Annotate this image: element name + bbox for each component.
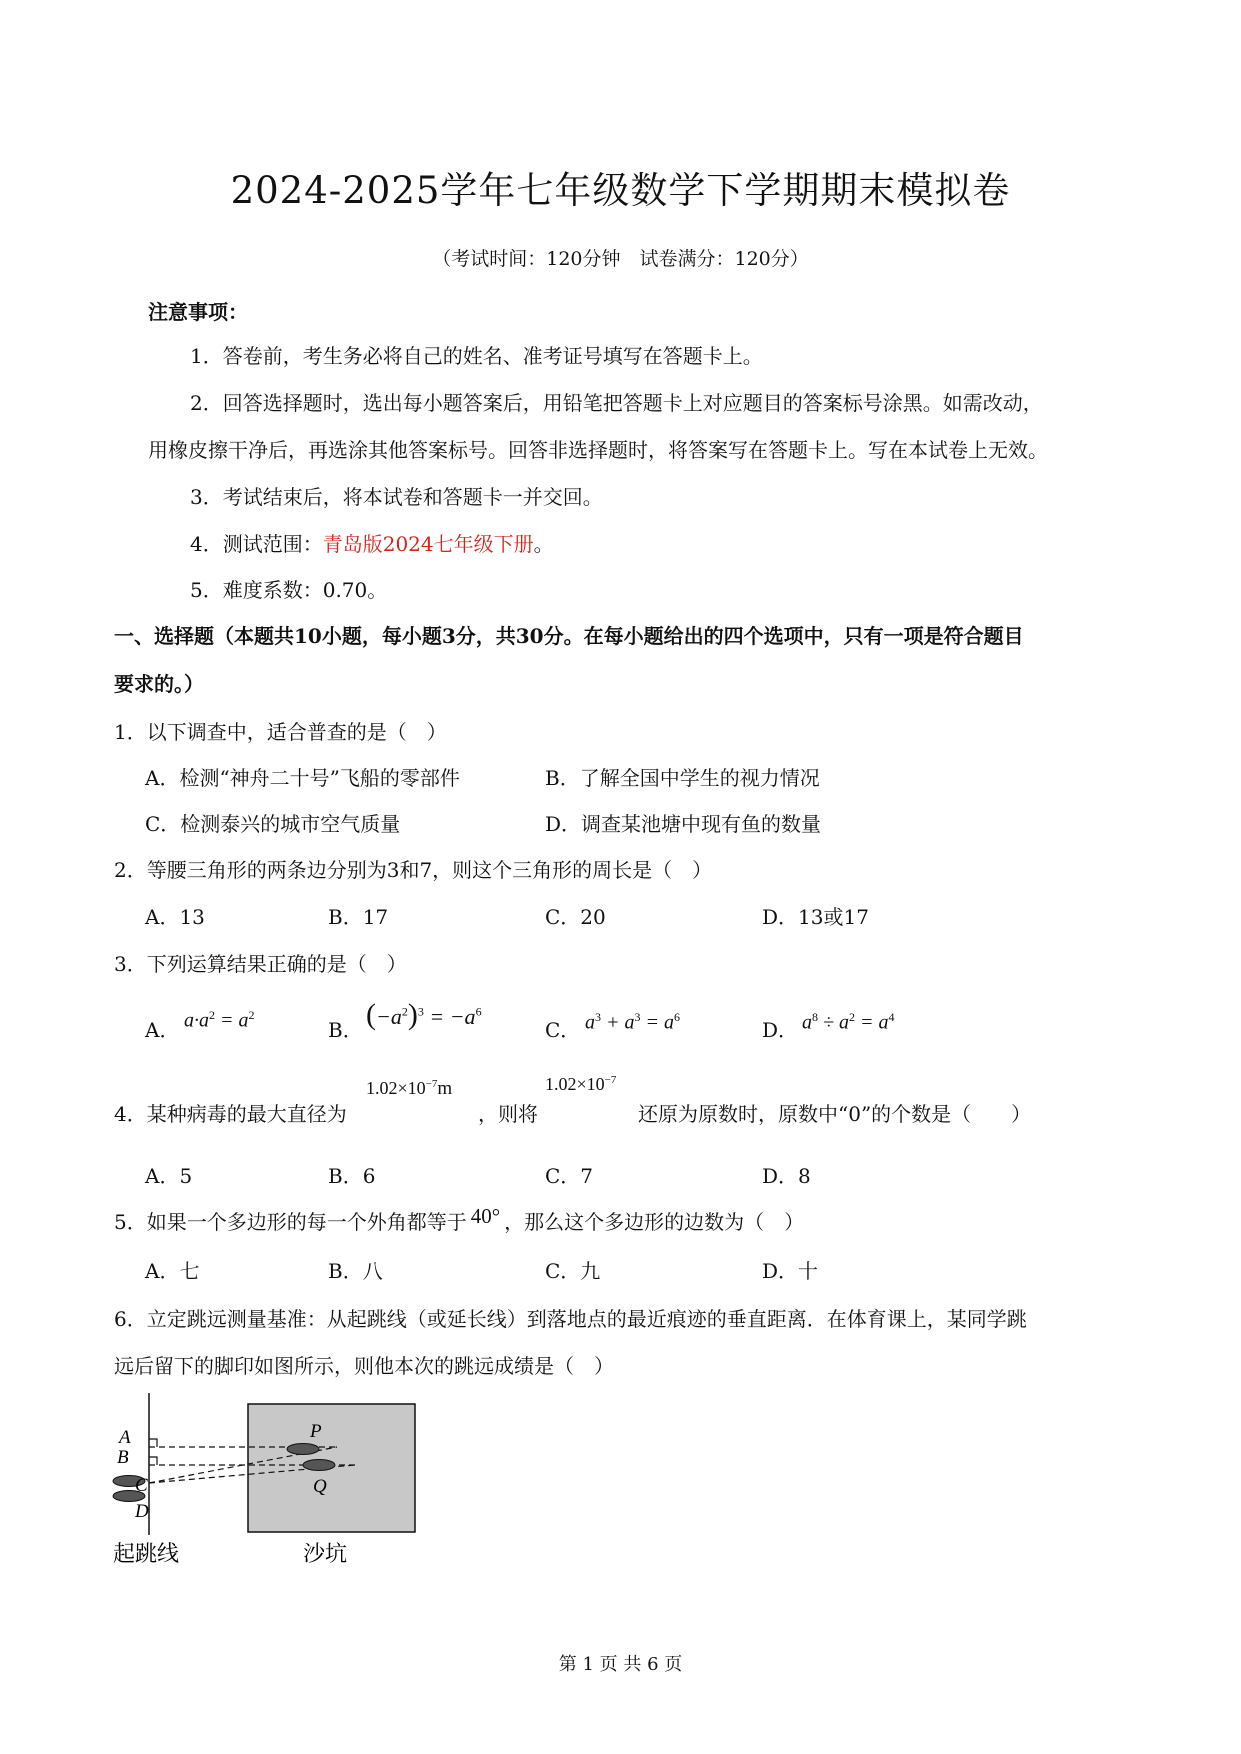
question-5: [114, 1206, 804, 1235]
q3-option-c-expression: $a^3 + a^3 = a^6$: [585, 1010, 680, 1034]
q3-option-d-expression: $a^8 \div a^2 = a^4$: [802, 1010, 895, 1034]
question-6: 6．立定跳远测量基准：从起跳线（或延长线）到落地点的最近痕迹的垂直距离．在体育课上，某同学跳: [114, 1307, 1027, 1331]
q4-scientific-notation-2: $1.02\times 10^{-7}$: [545, 1074, 617, 1094]
question-3: 3．下列运算结果正确的是（ ）: [114, 952, 407, 976]
q2-option-d: D．13或17: [762, 905, 869, 929]
q2-option-a: A．13: [145, 905, 205, 929]
q2-option-b: B．17: [328, 905, 389, 929]
q3-option-b-label: B．: [328, 1018, 363, 1042]
q5-option-b: B．八: [328, 1259, 383, 1283]
q4-option-d: D．8: [762, 1164, 811, 1188]
caption-take-off-line: 起跳线: [113, 1541, 180, 1566]
exam-info: （考试时间：120分钟 试卷满分：120分）: [432, 248, 809, 270]
footprint-landing-q: [303, 1460, 335, 1471]
question-4-part2: ，则将: [478, 1102, 538, 1126]
q1-option-c: C．检测泰兴的城市空气质量: [145, 812, 401, 836]
q1-option-b: B．了解全国中学生的视力情况: [545, 766, 820, 790]
notice-item-3: 3．考试结束后，将本试卷和答题卡一并交回。: [190, 485, 603, 509]
page-title: 2024-2025学年七年级数学下学期期末模拟卷: [230, 169, 1011, 212]
q3-option-a-label: A．: [145, 1018, 180, 1042]
caption-sand-pit: 沙坑: [303, 1541, 348, 1566]
q5-option-d: D．十: [762, 1259, 819, 1283]
label-a: A: [119, 1427, 131, 1448]
long-jump-figure: [105, 1385, 435, 1570]
notice-item-4: [190, 528, 554, 557]
notice-item-1: 1．答卷前，考生务必将自己的姓名、准考证号填写在答题卡上。: [190, 344, 763, 368]
q5-option-a: A．七: [145, 1259, 200, 1283]
footprint-landing-p: [287, 1444, 319, 1455]
q4-option-c: C．7: [545, 1164, 594, 1188]
right-angle-marker-a: [149, 1439, 157, 1447]
right-angle-marker-b: [149, 1457, 157, 1465]
notice-item-2: 2．回答选择题时，选出每小题答案后，用铅笔把答题卡上对应题目的答案标号涂黑。如需改动，: [190, 391, 1043, 415]
section-heading-cont: 要求的。）: [114, 672, 204, 696]
notice-item-4-prefix: 4．测试范围：: [190, 532, 323, 556]
label-p: P: [310, 1421, 322, 1442]
q3-option-d-label: D．: [762, 1018, 799, 1042]
notice-heading: 注意事项：: [148, 300, 248, 324]
notice-item-5: 5．难度系数：0.70。: [190, 578, 388, 602]
q1-option-d: D．调查某池塘中现有鱼的数量: [545, 812, 822, 836]
q3-option-b-expression: $(-a^2)^3 = -a^6$: [366, 998, 482, 1031]
label-c: C: [135, 1475, 148, 1496]
question-2: 2．等腰三角形的两条边分别为3和7，则这个三角形的周长是（ ）: [114, 858, 713, 882]
page-footer: 第 1 页 共 6 页: [558, 1654, 683, 1675]
question-1: 1．以下调查中，适合普查的是（ ）: [114, 720, 447, 744]
section-heading: 一、选择题（本题共10小题，每小题3分，共30分。在每小题给出的四个选项中，只有一项是符合题目: [114, 624, 1024, 648]
label-q: Q: [313, 1476, 327, 1497]
q4-option-a: A．5: [145, 1164, 193, 1188]
q4-scientific-notation-1: $1.02\times 10^{-7}m$: [366, 1078, 453, 1099]
test-range: 青岛版2024七年级下册: [322, 532, 534, 556]
notice-item-2-cont: 用橡皮擦干净后，再选涂其他答案标号。回答非选择题时，将答案写在答题卡上。写在本试卷上无效。: [148, 438, 1048, 462]
label-d: D: [135, 1501, 149, 1522]
question-6-cont: 远后留下的脚印如图所示，则他本次的跳远成绩是（ ）: [114, 1354, 614, 1378]
question-4-part3: 还原为原数时，原数中“0”的个数是（ ）: [638, 1102, 1032, 1126]
q2-option-c: C．20: [545, 905, 606, 929]
q3-option-a-expression: $a\cdot a^2 = a^2$: [184, 1008, 255, 1032]
label-b: B: [117, 1447, 129, 1468]
q5-angle: 40°: [470, 1204, 501, 1228]
notice-item-4-suffix: 。: [533, 532, 554, 556]
q4-option-b: B．6: [328, 1164, 376, 1188]
q5-option-c: C．九: [545, 1259, 601, 1283]
question-5-part2: ，那么这个多边形的边数为（ ）: [504, 1210, 805, 1234]
question-4-part1: 4．某种病毒的最大直径为: [114, 1102, 347, 1126]
q1-option-a: A．检测“神舟二十号”飞船的零部件: [145, 766, 460, 790]
q3-option-c-label: C．: [545, 1018, 581, 1042]
question-5-part1: 5．如果一个多边形的每一个外角都等于: [114, 1210, 467, 1234]
